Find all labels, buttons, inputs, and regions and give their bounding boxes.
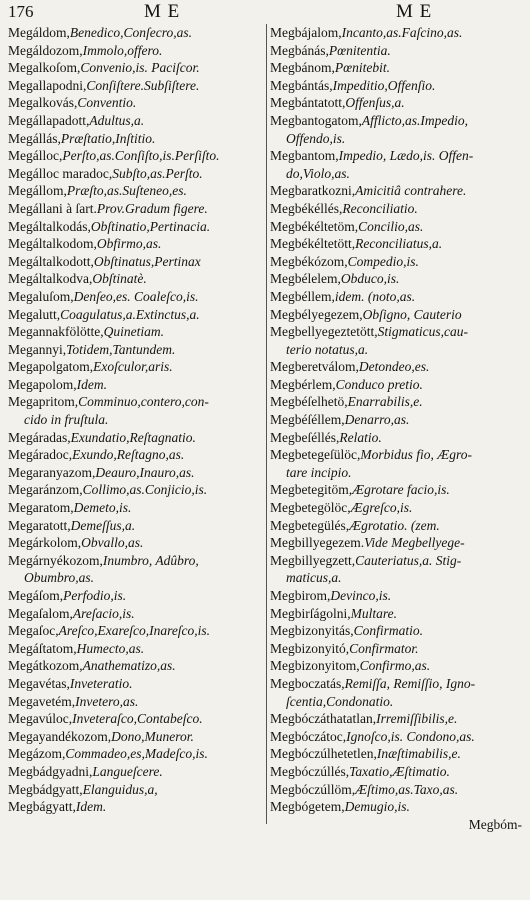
entry-translation: Amicitiâ contrahere. bbox=[355, 183, 467, 199]
entry-headword: Megállapadott, bbox=[8, 112, 90, 128]
entry-headword: Megaſoc, bbox=[8, 623, 59, 639]
dictionary-entry bbox=[8, 253, 264, 271]
dictionary-entry bbox=[270, 499, 522, 517]
dictionary-entry bbox=[8, 288, 264, 306]
entry-headword: Megboczatás, bbox=[270, 675, 345, 691]
page-header bbox=[8, 2, 522, 22]
entry-headword: Megaranyazom, bbox=[8, 464, 96, 480]
entry-translation: Anathematizo,as. bbox=[82, 658, 176, 674]
entry-translation: Remiſſa, Remiſſio, Igno- bbox=[344, 675, 476, 691]
entry-translation: Exoſculor,aris. bbox=[93, 359, 173, 375]
entry-headword: Megbirom, bbox=[270, 588, 331, 603]
dictionary-entry bbox=[270, 798, 522, 816]
dictionary-entry bbox=[8, 534, 264, 552]
entry-translation: Impedio, Lædo,is. Offen- bbox=[338, 148, 474, 164]
dictionary-entry bbox=[8, 235, 264, 253]
dictionary-entry bbox=[270, 517, 522, 535]
entry-translation: Deauro,Inauro,as. bbox=[95, 464, 195, 480]
entry-headword: Megbélyegezem, bbox=[270, 306, 363, 322]
entry-continuation: do,Violo,as. bbox=[286, 165, 350, 181]
entry-translation: Pœnitentia. bbox=[328, 42, 391, 58]
dictionary-entry bbox=[270, 288, 522, 306]
entry-headword: Megáldozom, bbox=[8, 42, 83, 58]
entry-headword: Megbógetem, bbox=[270, 799, 345, 815]
entry-headword: Megállani à ſart. bbox=[8, 200, 97, 216]
entry-headword: Megbóczúllés, bbox=[270, 763, 350, 779]
entry-translation: Langueſcere. bbox=[92, 763, 163, 779]
entry-headword: Megapolgatom, bbox=[8, 359, 94, 375]
dictionary-entry bbox=[270, 270, 522, 288]
entry-headword: Megbillyegezem. bbox=[270, 535, 365, 551]
entry-headword: Megáradas, bbox=[8, 429, 71, 445]
entry-headword: Megaratott, bbox=[8, 517, 71, 533]
entry-translation: Areſco,Exareſco,Inareſco,is. bbox=[58, 623, 211, 639]
entry-headword: Megáltalkodás, bbox=[8, 218, 91, 234]
dictionary-entry bbox=[270, 182, 522, 200]
dictionary-entry bbox=[8, 59, 264, 77]
entry-translation: Ægrotatio. (zem. bbox=[349, 517, 440, 533]
dictionary-entry bbox=[270, 552, 522, 570]
entry-headword: Megaratom, bbox=[8, 500, 74, 516]
entry-headword: Megaſalom, bbox=[8, 605, 73, 621]
dictionary-entry bbox=[270, 306, 522, 324]
entry-headword: Megbetegülés, bbox=[270, 517, 350, 533]
entry-continuation: tare incipio. bbox=[286, 464, 352, 480]
dictionary-entry bbox=[8, 270, 264, 288]
entry-translation: Humecto,as. bbox=[76, 640, 145, 656]
entry-translation: idem. (noto,as. bbox=[334, 288, 416, 304]
entry-translation: Exundatio,Reſtagnatio. bbox=[70, 429, 196, 445]
entry-translation: Dono,Muneror. bbox=[111, 728, 194, 744]
entry-headword: Megbellyegeztetött, bbox=[270, 324, 378, 340]
dictionary-entry bbox=[270, 429, 522, 447]
entry-translation: Exundo,Reſtagno,as. bbox=[72, 447, 185, 463]
entry-translation: Inæſtimabilis,e. bbox=[376, 746, 461, 762]
right-column bbox=[270, 24, 522, 833]
entry-translation: Stigmaticus,cau- bbox=[377, 324, 468, 340]
entry-translation: Demugio,is. bbox=[344, 799, 410, 815]
dictionary-entry bbox=[8, 763, 264, 781]
entry-headword: Megbékéllés, bbox=[270, 200, 343, 216]
entry-headword: Megbékózom, bbox=[270, 253, 348, 269]
entry-headword: Megberetválom, bbox=[270, 359, 359, 375]
entry-continuation: cido in fruſtula. bbox=[24, 412, 109, 428]
dictionary-entry bbox=[270, 605, 522, 623]
entry-headword: Megallapodni, bbox=[8, 77, 87, 93]
dictionary-entry bbox=[270, 218, 522, 236]
dictionary-entry bbox=[8, 464, 264, 482]
entry-headword: Megbetegitöm, bbox=[270, 482, 353, 498]
dictionary-entry bbox=[270, 94, 522, 112]
dictionary-entry bbox=[8, 781, 264, 799]
entry-translation: Reconciliatio. bbox=[342, 200, 418, 216]
dictionary-entry bbox=[8, 552, 264, 570]
entry-translation: Confirmo,as. bbox=[359, 658, 431, 674]
entry-translation: Reconciliatus,a. bbox=[355, 236, 443, 252]
entry-translation: Adultus,a. bbox=[89, 112, 145, 128]
entry-headword: Megbántatott, bbox=[270, 95, 346, 111]
running-head-left: M E bbox=[144, 1, 181, 22]
entry-headword: Megbánás, bbox=[270, 42, 329, 58]
dictionary-entry bbox=[270, 745, 522, 763]
dictionary-entry bbox=[8, 24, 264, 42]
dictionary-entry bbox=[8, 605, 264, 623]
entry-translation: Demeto,is. bbox=[73, 500, 132, 516]
entry-headword: Megbirſágolni, bbox=[270, 605, 351, 621]
entry-translation: Totidem,Tantundem. bbox=[66, 341, 176, 357]
entry-translation: Obfirmo,as. bbox=[96, 236, 162, 252]
entry-translation: Conventio. bbox=[77, 95, 137, 111]
entry-translation: Obſtinatus,Pertinax bbox=[93, 253, 201, 269]
entry-translation: Taxatio,Æſtimatio. bbox=[349, 763, 450, 779]
dictionary-entry bbox=[270, 77, 522, 95]
dictionary-entry bbox=[270, 587, 522, 605]
entry-headword: Megáldom, bbox=[8, 25, 70, 40]
entry-headword: Megavetém, bbox=[8, 693, 76, 709]
entry-headword: Megáſtatom, bbox=[8, 640, 77, 656]
entry-headword: Megbántás, bbox=[270, 77, 333, 93]
entry-translation: Perfodio,is. bbox=[63, 588, 127, 603]
entry-translation: Incanto,as.Faſcino,as. bbox=[341, 25, 463, 40]
catchword: Megbóm- bbox=[468, 816, 522, 832]
entry-translation: Offenſus,a. bbox=[345, 95, 405, 111]
dictionary-entry bbox=[270, 358, 522, 376]
entry-translation: Comminuo,contero,con- bbox=[78, 394, 209, 410]
column-divider bbox=[266, 24, 267, 824]
dictionary-entry bbox=[8, 147, 264, 165]
entry-headword: Megállás, bbox=[8, 130, 61, 146]
entry-translation: Æſtimo,as.Taxo,as. bbox=[355, 781, 459, 797]
entry-headword: Megátkozom, bbox=[8, 658, 83, 674]
entry-headword: Megbéſéllem, bbox=[270, 412, 345, 428]
entry-translation: Invetero,as. bbox=[75, 693, 139, 709]
entry-translation: Obſigno, Cauterio bbox=[362, 306, 462, 322]
entry-headword: Megaránzom, bbox=[8, 482, 83, 498]
dictionary-entry bbox=[8, 657, 264, 675]
entry-translation: Conduco pretio. bbox=[335, 376, 423, 392]
entry-headword: Megbékéltetöm, bbox=[270, 218, 359, 234]
entry-translation: Perſto,as.Conſiſto,is.Perſiſto. bbox=[62, 148, 220, 164]
dictionary-entry bbox=[8, 323, 264, 341]
entry-headword: Megbetegölöc, bbox=[270, 500, 351, 516]
entry-headword: Megbádgyatt, bbox=[8, 781, 83, 797]
entry-translation: Inveteratio. bbox=[69, 675, 133, 691]
entry-translation: Confirmatio. bbox=[353, 623, 424, 639]
entry-translation: Obſtinatè. bbox=[92, 271, 147, 287]
dictionary-entry bbox=[8, 358, 264, 376]
entry-headword: Megannakfölötte, bbox=[8, 324, 104, 340]
dictionary-entry bbox=[8, 517, 264, 535]
dictionary-entry bbox=[8, 306, 264, 324]
entry-headword: Megbantom, bbox=[270, 148, 339, 164]
dictionary-entry bbox=[8, 728, 264, 746]
entry-headword: Megáſom, bbox=[8, 588, 64, 603]
dictionary-entry bbox=[8, 165, 264, 183]
entry-translation: Conſiſtere.Subſiſtere. bbox=[86, 77, 200, 93]
entry-translation: Concilio,as. bbox=[358, 218, 424, 234]
entry-headword: Megálloc maradoc, bbox=[8, 165, 113, 181]
dictionary-entry bbox=[8, 675, 264, 693]
entry-translation: Vide Megbellyege- bbox=[364, 535, 465, 551]
entry-headword: Megbóczátoc, bbox=[270, 728, 347, 744]
entry-translation: Immolo,offero. bbox=[82, 42, 163, 58]
dictionary-entry bbox=[270, 763, 522, 781]
entry-headword: Megbantogatom, bbox=[270, 112, 362, 128]
dictionary-entry bbox=[270, 323, 522, 341]
entry-translation: Convenio,is. Paciſcor. bbox=[80, 60, 200, 76]
entry-translation: Elanguidus,a, bbox=[82, 781, 158, 797]
dictionary-entry bbox=[270, 112, 522, 130]
dictionary-entry bbox=[270, 675, 522, 693]
entry-translation: Demeſſus,a. bbox=[70, 517, 136, 533]
entry-translation: Compedio,is. bbox=[347, 253, 419, 269]
entry-headword: Megalkovás, bbox=[8, 95, 78, 111]
dictionary-entry bbox=[8, 693, 264, 711]
entry-translation: Obduco,is. bbox=[340, 271, 400, 287]
dictionary-entry bbox=[270, 622, 522, 640]
dictionary-entry bbox=[270, 640, 522, 658]
entry-translation: Præſtatio,Inſtitio. bbox=[60, 130, 156, 146]
dictionary-entry bbox=[270, 235, 522, 253]
dictionary-entry bbox=[8, 218, 264, 236]
entry-translation: Denarro,as. bbox=[344, 412, 410, 428]
entry-translation: Obvallo,as. bbox=[81, 535, 144, 551]
dictionary-entry bbox=[8, 94, 264, 112]
entry-headword: Megapolom, bbox=[8, 376, 77, 392]
entry-headword: Megaluſom, bbox=[8, 288, 74, 304]
entry-continuation: terio notatus,a. bbox=[286, 341, 369, 357]
entry-headword: Megbánom, bbox=[270, 60, 335, 76]
dictionary-entry bbox=[8, 798, 264, 816]
running-head-right: M E bbox=[396, 1, 433, 22]
entry-headword: Megbetegeſülöc, bbox=[270, 447, 361, 463]
dictionary-entry bbox=[8, 376, 264, 394]
entry-headword: Megbájalom, bbox=[270, 25, 342, 40]
entry-headword: Megbágyatt, bbox=[8, 799, 76, 815]
entry-translation: Prov.Gradum figere. bbox=[96, 200, 208, 216]
entry-headword: Megbaratkozni, bbox=[270, 183, 356, 199]
entry-translation: Coagulatus,a.Extinctus,a. bbox=[60, 306, 200, 322]
entry-translation: Commadeo,es,Madeſco,is. bbox=[65, 746, 208, 762]
entry-translation: Morbidus fio, Ægro- bbox=[360, 447, 472, 463]
dictionary-entry bbox=[8, 622, 264, 640]
entry-headword: Megálloc, bbox=[8, 148, 63, 164]
entry-translation: Ignoſco,is. Condono,as. bbox=[346, 728, 475, 744]
entry-translation: Ægrotare facio,is. bbox=[352, 482, 450, 498]
dictionary-entry bbox=[8, 587, 264, 605]
dictionary-entry bbox=[8, 200, 264, 218]
entry-headword: Megárnyékozom, bbox=[8, 552, 103, 568]
dictionary-entry bbox=[270, 710, 522, 728]
entry-headword: Megayandékozom, bbox=[8, 728, 112, 744]
dictionary-entry bbox=[270, 481, 522, 499]
dictionary-entry bbox=[8, 130, 264, 148]
entry-translation: Inumbro, Adûbro, bbox=[102, 552, 199, 568]
dictionary-entry bbox=[8, 710, 264, 728]
entry-headword: Megbizonyitás, bbox=[270, 623, 354, 639]
entry-headword: Megapritom, bbox=[8, 394, 79, 410]
dictionary-entry bbox=[270, 446, 522, 464]
entry-translation: Subſto,as.Perſto. bbox=[112, 165, 203, 181]
dictionary-entry bbox=[8, 393, 264, 411]
entry-translation: Enarrabilis,e. bbox=[347, 394, 423, 410]
entry-translation: Impeditio,Offenſio. bbox=[332, 77, 436, 93]
dictionary-entry bbox=[8, 481, 264, 499]
dictionary-entry bbox=[270, 253, 522, 271]
entry-continuation: maticus,a. bbox=[286, 570, 342, 586]
entry-headword: Megbádgyadni, bbox=[8, 763, 93, 779]
dictionary-entry bbox=[270, 24, 522, 42]
entry-translation: Collimo,as.Conjicio,is. bbox=[82, 482, 208, 498]
entry-translation: Areſacio,is. bbox=[72, 605, 135, 621]
dictionary-entry bbox=[270, 147, 522, 165]
entry-translation: Multare. bbox=[350, 605, 397, 621]
entry-headword: Megavúloc, bbox=[8, 711, 73, 727]
dictionary-entry bbox=[8, 640, 264, 658]
entry-headword: Megázom, bbox=[8, 746, 66, 762]
dictionary-entry bbox=[270, 376, 522, 394]
entry-headword: Megbizonyitó, bbox=[270, 640, 350, 656]
entry-continuation: ſcentia,Condonatio. bbox=[286, 693, 394, 709]
entry-translation: Relatio. bbox=[339, 429, 382, 445]
entry-headword: Megbillyegzett, bbox=[270, 552, 356, 568]
entry-continuation: Obumbro,as. bbox=[24, 570, 95, 586]
entry-headword: Megárkolom, bbox=[8, 535, 82, 551]
entry-headword: Megbérlem, bbox=[270, 376, 336, 392]
entry-headword: Megáltalkodva, bbox=[8, 271, 93, 287]
entry-headword: Megalutt, bbox=[8, 306, 61, 322]
entry-headword: Megáltalkodom, bbox=[8, 236, 97, 252]
entry-continuation: Offendo,is. bbox=[286, 130, 346, 146]
entry-headword: Megáltalkodott, bbox=[8, 253, 94, 269]
entry-headword: Megbóczúlhetetlen, bbox=[270, 746, 377, 762]
dictionary-entry bbox=[270, 42, 522, 60]
dictionary-entry bbox=[8, 42, 264, 60]
dictionary-entry bbox=[8, 77, 264, 95]
entry-headword: Megbeſéllés, bbox=[270, 429, 340, 445]
entry-headword: Megannyi, bbox=[8, 341, 67, 357]
entry-translation: Devinco,is. bbox=[330, 588, 392, 603]
entry-translation: Irremiſſibilis,e. bbox=[376, 711, 458, 727]
entry-translation: Confirmator. bbox=[349, 640, 419, 656]
dictionary-entry bbox=[270, 200, 522, 218]
entry-translation: Idem. bbox=[75, 799, 107, 815]
dictionary-entry bbox=[8, 745, 264, 763]
dictionary-entry bbox=[8, 112, 264, 130]
entry-headword: Megbizonyitom, bbox=[270, 658, 360, 674]
dictionary-entry bbox=[8, 499, 264, 517]
entry-translation: Pœnitebit. bbox=[334, 60, 390, 76]
dictionary-entry bbox=[8, 182, 264, 200]
entry-headword: Megbóczúllöm, bbox=[270, 781, 356, 797]
entry-headword: Megavétas, bbox=[8, 675, 70, 691]
entry-headword: Megállom, bbox=[8, 183, 67, 199]
entry-translation: Detondeo,es. bbox=[358, 359, 430, 375]
entry-headword: Megbéſelhetö, bbox=[270, 394, 348, 410]
dictionary-entry bbox=[270, 534, 522, 552]
dictionary-entry bbox=[8, 446, 264, 464]
entry-translation: Obſtinatio,Pertinacia. bbox=[90, 218, 211, 234]
dictionary-entry bbox=[270, 781, 522, 799]
dictionary-entry bbox=[270, 59, 522, 77]
entry-headword: Megbélelem, bbox=[270, 271, 341, 287]
entry-headword: Megalkoſom, bbox=[8, 60, 81, 76]
page-number: 176 bbox=[8, 2, 34, 21]
entry-translation: Quinetiam. bbox=[103, 324, 164, 340]
entry-translation: Idem. bbox=[76, 376, 107, 392]
entry-headword: Megbéllem, bbox=[270, 288, 335, 304]
entry-translation: Ægreſco,is. bbox=[350, 500, 413, 516]
entry-headword: Megbóczáthatatlan, bbox=[270, 711, 377, 727]
entry-translation: Præſto,as.Suſteneo,es. bbox=[66, 183, 187, 199]
entry-translation: Afflicto,as.Impedio, bbox=[361, 112, 468, 128]
entry-translation: Inveteraſco,Contabeſco. bbox=[72, 711, 203, 727]
entry-translation: Benedico,Conſecro,as. bbox=[69, 25, 192, 40]
dictionary-entry bbox=[8, 341, 264, 359]
dictionary-entry bbox=[270, 657, 522, 675]
dictionary-entry bbox=[270, 393, 522, 411]
entry-headword: Megáradoc, bbox=[8, 447, 73, 463]
entry-headword: Megbékéltetött, bbox=[270, 236, 356, 252]
left-column bbox=[8, 24, 264, 816]
entry-translation: Cauteriatus,a. Stig- bbox=[355, 552, 462, 568]
dictionary-entry bbox=[8, 429, 264, 447]
dictionary-entry bbox=[270, 728, 522, 746]
dictionary-entry bbox=[270, 411, 522, 429]
columns bbox=[8, 24, 522, 900]
entry-translation: Denſeo,es. Coaleſco,is. bbox=[73, 288, 199, 304]
